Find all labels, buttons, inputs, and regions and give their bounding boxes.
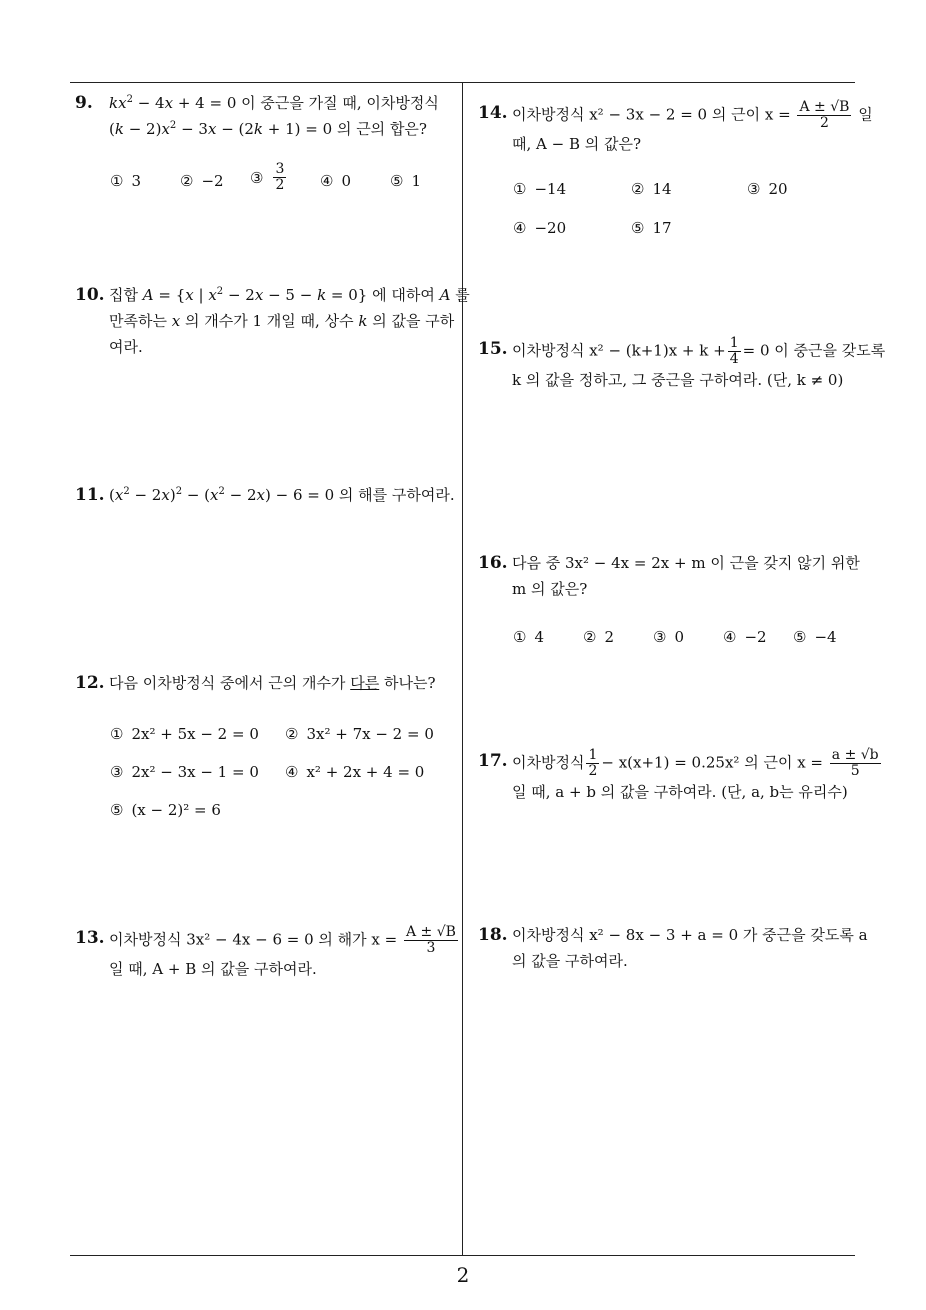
fraction: $\frac{1}{2}$ [588, 747, 598, 779]
problem-16-line-2: m 의 값은? [512, 580, 588, 598]
problem-12-choices [110, 725, 460, 825]
problem-number: 17. [478, 751, 508, 771]
problem-16-choices [513, 628, 853, 652]
problem-10 [75, 282, 470, 360]
problem-10-line-2: 만족하는 x 의 개수가 1 개일 때, 상수 k 의 값을 구하 [109, 312, 455, 330]
choice-1[interactable]: ① −14 [513, 180, 567, 198]
choice-3[interactable]: ③ 0 [653, 628, 684, 646]
column-divider [462, 82, 463, 1255]
choice-2[interactable]: ② −2 [180, 172, 224, 190]
problem-13-line-2: 일 때, A + B 의 값을 구하여라. [109, 960, 317, 978]
problem-number: 13. [75, 928, 105, 948]
choice-3[interactable]: ③ 2x² − 3x − 1 = 0 [110, 763, 259, 781]
problem-17-line-1: 이차방정식 $\frac{1}{2}$ − x(x+1) = 0.25x² 의 근이 x = $\frac{a \pm √b}{5}$ [512, 747, 879, 779]
fraction: $\frac{A \pm √B}{2}$ [799, 99, 850, 131]
problem-10-line-1: 집합 A = {x | $x^2 - 2x - 5 - k = 0$} 에 대하여 A 를 [109, 286, 470, 304]
problem-17-line-2: 일 때, a + b 의 값을 구하여라. (단, a, b는 유리수) [512, 783, 848, 801]
problem-number: 11. [75, 485, 105, 505]
problem-16 [478, 550, 863, 602]
choice-1[interactable]: ① 4 [513, 628, 544, 646]
problem-9-choices [110, 161, 460, 208]
problem-17 [478, 747, 879, 805]
fraction: $\frac{a \pm √b}{5}$ [831, 747, 879, 779]
problem-12 [75, 670, 460, 696]
problem-14 [478, 99, 873, 157]
bottom-rule [70, 1255, 855, 1256]
choice-4[interactable]: ④ x² + 2x + 4 = 0 [285, 763, 425, 781]
problem-number: 14. [478, 103, 508, 123]
problem-15 [478, 335, 886, 393]
problem-number: 10. [75, 285, 105, 305]
problem-14-choices [513, 180, 853, 240]
problem-14-line-1: 이차방정식 x² − 3x − 2 = 0 의 근이 x = $\frac{A \pm √B}{2}$ 일 [512, 99, 873, 131]
choice-4[interactable]: ④ −20 [513, 219, 567, 237]
problem-18-line-1: 이차방정식 x² − 8x − 3 + a = 0 가 중근을 갖도록 a [512, 926, 868, 944]
fraction: $\frac{3}{2}$ [275, 161, 285, 193]
problem-13-line-1: 이차방정식 3x² − 4x − 6 = 0 의 해가 x = $\frac{A \pm √B}{3}$ [109, 924, 456, 956]
choice-5[interactable]: ⑤ 17 [631, 219, 672, 237]
problem-9 [75, 90, 460, 142]
choice-4[interactable]: ④ −2 [723, 628, 767, 646]
problem-number: 9. [75, 93, 93, 113]
problem-14-line-2: 때, A − B 의 값은? [512, 135, 642, 153]
choice-3[interactable]: ③ $\frac{3}{2}$ [250, 161, 285, 193]
page-number: 2 [456, 1263, 470, 1287]
problem-10-line-3: 여라. [109, 338, 143, 356]
problem-9-line-1: $kx^2 - 4x + 4 = 0$ 이 중근을 가질 때, 이차방정식 [109, 94, 439, 112]
fraction: $\frac{1}{4}$ [729, 335, 739, 367]
problem-9-line-2: $(k - 2)x^2 - 3x - (2k + 1) = 0$ 의 근의 합은? [109, 120, 427, 138]
problem-11 [75, 482, 460, 508]
problem-15-line-1: 이차방정식 x² − (k+1)x + k + $\frac{1}{4}$ = 0 이 중근을 갖도록 [512, 335, 886, 367]
choice-3[interactable]: ③ 20 [747, 180, 788, 198]
choice-2[interactable]: ② 2 [583, 628, 614, 646]
problem-18 [478, 922, 868, 974]
choice-2[interactable]: ② 14 [631, 180, 672, 198]
choice-4[interactable]: ④ 0 [320, 172, 351, 190]
problem-16-line-1: 다음 중 3x² − 4x = 2x + m 이 근을 갖지 않기 위한 [512, 554, 860, 572]
problem-13 [75, 925, 460, 982]
choice-5[interactable]: ⑤ (x − 2)² = 6 [110, 801, 221, 819]
problem-15-line-2: k 의 값을 정하고, 그 중근을 구하여라. (단, k ≠ 0) [512, 371, 844, 389]
problem-number: 12. [75, 673, 105, 693]
problem-11-line-1: $(x^2 - 2x)^2 - (x^2 - 2x) - 6 = 0$ 의 해를 구하여라. [109, 486, 455, 504]
problem-number: 18. [478, 925, 508, 945]
problem-number: 16. [478, 553, 508, 573]
fraction: $\frac{A \pm √B}{3}$ [406, 924, 456, 956]
choice-2[interactable]: ② 3x² + 7x − 2 = 0 [285, 725, 434, 743]
problem-number: 15. [478, 339, 508, 359]
choice-5[interactable]: ⑤ −4 [793, 628, 837, 646]
problem-12-line-1: 다음 이차방정식 중에서 근의 개수가 다른 하나는? [109, 674, 436, 692]
choice-5[interactable]: ⑤ 1 [390, 172, 421, 190]
problem-18-line-2: 의 값을 구하여라. [512, 952, 628, 970]
choice-1[interactable]: ① 3 [110, 172, 141, 190]
choice-1[interactable]: ① 2x² + 5x − 2 = 0 [110, 725, 259, 743]
